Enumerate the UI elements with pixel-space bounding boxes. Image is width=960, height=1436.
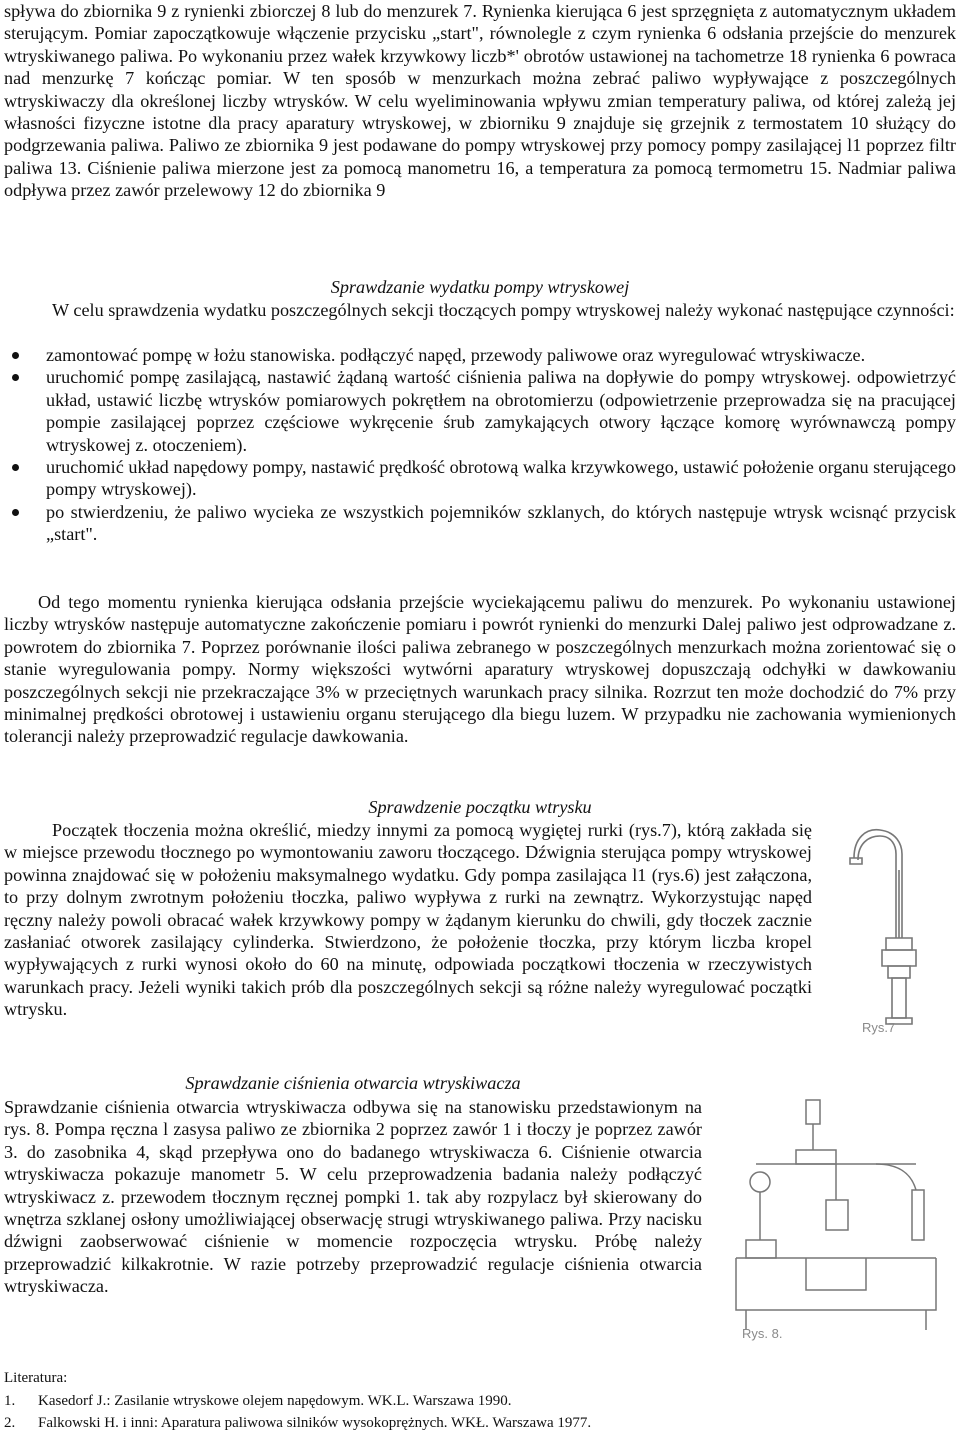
bullet-icon: [4, 456, 46, 501]
list-item-text: Kasedorf J.: Zasilanie wtryskowe olejem napędowym. WK.L. Warszawa 1990.: [38, 1393, 512, 1409]
figure-rys8-label: Rys. 8.: [742, 1326, 783, 1341]
intro-paragraph: spływa do zbiornika 9 z rynienki zbiorczej 8 lub do menzurek 7. Rynienka kierująca 6 jest sprzęgnięta z automatycznym układem sterującym. Pomiar zapoczątkowuje włączenie przycisku „start", równolegle z czym rynienka 6 odsłania przejście do menzurek wtryskiwanego paliwa. Po wykonaniu przez wałek krzywkowy liczb*' obrotów ustawionej na tachometrze 18 rynienka 6 powraca nad menzurkę 7 kończąc pomiar. W ten sposób w menzurkach można zebrać paliwo wypływające z poszczególnych wtryskiwaczy dla określonej liczby wtrysków. W celu wyeliminowania wpływu zmian temperatury paliwa, od której zależą jej własności fizyczne istotne dla pracy aparatury wtryskowej, w zbiorniku 9 znajduje się grzejnik z termostatem 10 służący do podgrzewania paliwa. Paliwo ze zbiornika 9 jest podawane do pompy wtryskowej przy pomocy pompy zasilającej l1 poprzez filtr paliwa 13. Ciśnienie paliwa mierzone jest za pomocą manometru 16, a temperatura za pomocą termometru 15. Nadmiar paliwa odpływa przez zawór przelewowy 12 do zbiornika 9: [4, 1, 956, 201]
list-item: [4, 1412, 956, 1434]
list-item-text: zamontować pompę w łożu stanowiska. podłączyć napęd, przewody paliwowe oraz wyregulować wtryskiwacze.: [46, 345, 866, 365]
literature-heading: Literatura:: [4, 1370, 68, 1386]
literature-list: [4, 1390, 956, 1434]
figure-rys7-label: Rys.7: [862, 1020, 896, 1035]
list-item: [4, 1390, 956, 1412]
bullet-icon: [4, 344, 46, 366]
list-item: [4, 501, 956, 546]
section-heading-injection-start: Sprawdzenie początku wtrysku: [368, 797, 592, 817]
list-item-number: 2.: [4, 1415, 16, 1431]
list-item-text: uruchomić układ napędowy pompy, nastawić prędkość obrotową walka krzywkowego, ustawić położenie organu sterującego pompy wtryskowej).: [46, 457, 956, 500]
section-heading-pump-output: Sprawdzanie wydatku pompy wtryskowej: [330, 277, 630, 297]
bullet-icon: [4, 366, 46, 456]
injector-pressure-text: Sprawdzanie ciśnienia otwarcia wtryskiwacza odbywa się na stanowisku przedstawionym na rys. 8. Pompa ręczna l zasysa paliwo ze zbiornika 2 poprzez zawór 1 i tłoczy je poprzez zawór 3. do zasobnika 4, skąd przepływa ono do badanego wtryskiwacza 6. Ciśnienie otwarcia wtryskiwacza pokazuje manometr 5. W celu przeprowadzenia badania należy podłączyć wtryskiwacz z. przewodem tłocznym ręcznej pompki 1. tak aby rozpylacz był skierowany do wnętrza szklanej osłony umożliwiającej obserwację strugi wtryskiwanego paliwa. Przy nacisku dźwigni zaobserwować ciśnienie w momencie rozpoczęcia wtrysku. Próbę należy przeprowadzić kilkakrotnie. W razie potrzeby przeprowadzić regulacje ciśnienia otwarcia wtryskiwacza.: [4, 1097, 702, 1297]
figure-rys7-bent-pipe-icon: [836, 818, 928, 1054]
list-item-text: uruchomić pompę zasilającą, nastawić żądaną wartość ciśnienia paliwa na dopływie do pompy wtryskowej. odpowietrzyć układ, ustawić liczbę wtrysków pomiarowych pokrętłem na obrotomierzu (odpowietrzenie przeprowadza się na pracującej pompie zasilającej poprzez częściowe wykręcenie śrub zamykających otwory łączące komorę wyrównawczą pompy wtryskowej z. otoczeniem).: [46, 367, 956, 455]
section-heading-injector-pressure: Sprawdzanie ciśnienia otwarcia wtryskiwacza: [185, 1073, 521, 1093]
pump-output-steps: [4, 344, 956, 546]
figure-rys8-test-stand-icon: [716, 1090, 952, 1350]
list-item: [4, 344, 956, 366]
list-item-text: po stwierdzeniu, że paliwo wycieka ze wszystkich pojemników szklanych, do których następuje wtrysk wcisnąć przycisk „start".: [46, 501, 956, 545]
injection-start-text: Początek tłoczenia można określić, miedzy innymi za pomocą wygiętej rurki (rys.7), którą zakłada się w miejsce przewodu tłocznego po wymontowaniu zaworu tłoczącego. Dźwignia sterująca pompy wtryskowej powinna znajdować się w położeniu maksymalnego wydatku. Gdy pompa zasilająca l1 (rys.6) jest załączona, to przy dolnym zwrotnym położeniu tłoczka, paliwo wypływa z rurki na zewnątrz. Wykorzystując napęd ręczny należy powoli obracać wałek krzywkowy pompy w żądanym kierunku do chwili, gdy tłoczek zacznie zasłaniać otworek zasilający cylinderka. Stwierdzono, że położenie tłoczka, przy którym liczba kropel wypływających z rurki wynosi około do 60 na minutę, odpowiada początkowi tłoczenia w rzeczywistych warunkach pracy. Jeżeli wyniki takich prób dla poszczególnych sekcji są różne należy wyregulować początki wtrysku.: [4, 820, 812, 1020]
bullet-icon: [4, 501, 46, 546]
pump-output-closing: Od tego momentu rynienka kierująca odsłania przejście wyciekającemu paliwu do menzurek. Po wykonaniu ustawionej liczby wtrysków następuje automatyczne zakończenie pomiaru i powrót rynienki do menzurki Dalej paliwo jest odprowadzane z. powrotem do zbiornika 7. Poprzez porównanie ilości paliwa zebranego w poszczególnych menzurkach można zorientować się o stanie wyregulowania pompy. Normy większości wytwórni aparatury wtryskowej dopuszczają odchyłki w dawkowaniu poszczególnych sekcji nie przekraczające 3% w przeciętnych warunkach pracy silnika. Rozrzut ten może dochodzić do 7% przy minimalnej prędkości obrotowej i ustawieniu organu sterującego dla biegu luzem. W przypadku nie zachowania wymienionych tolerancji należy przeprowadzić regulacje dawkowania.: [4, 592, 956, 747]
list-item-number: 1.: [4, 1393, 16, 1409]
list-item-text: Falkowski H. i inni: Aparatura paliwowa silników wysokoprężnych. WKŁ. Warszawa 1977.: [38, 1415, 592, 1431]
list-item: [4, 366, 956, 456]
pump-output-intro: W celu sprawdzenia wydatku poszczególnych sekcji tłoczących pompy wtryskowej należy wykonać następujące czynności:: [52, 300, 955, 320]
list-item: [4, 456, 956, 501]
